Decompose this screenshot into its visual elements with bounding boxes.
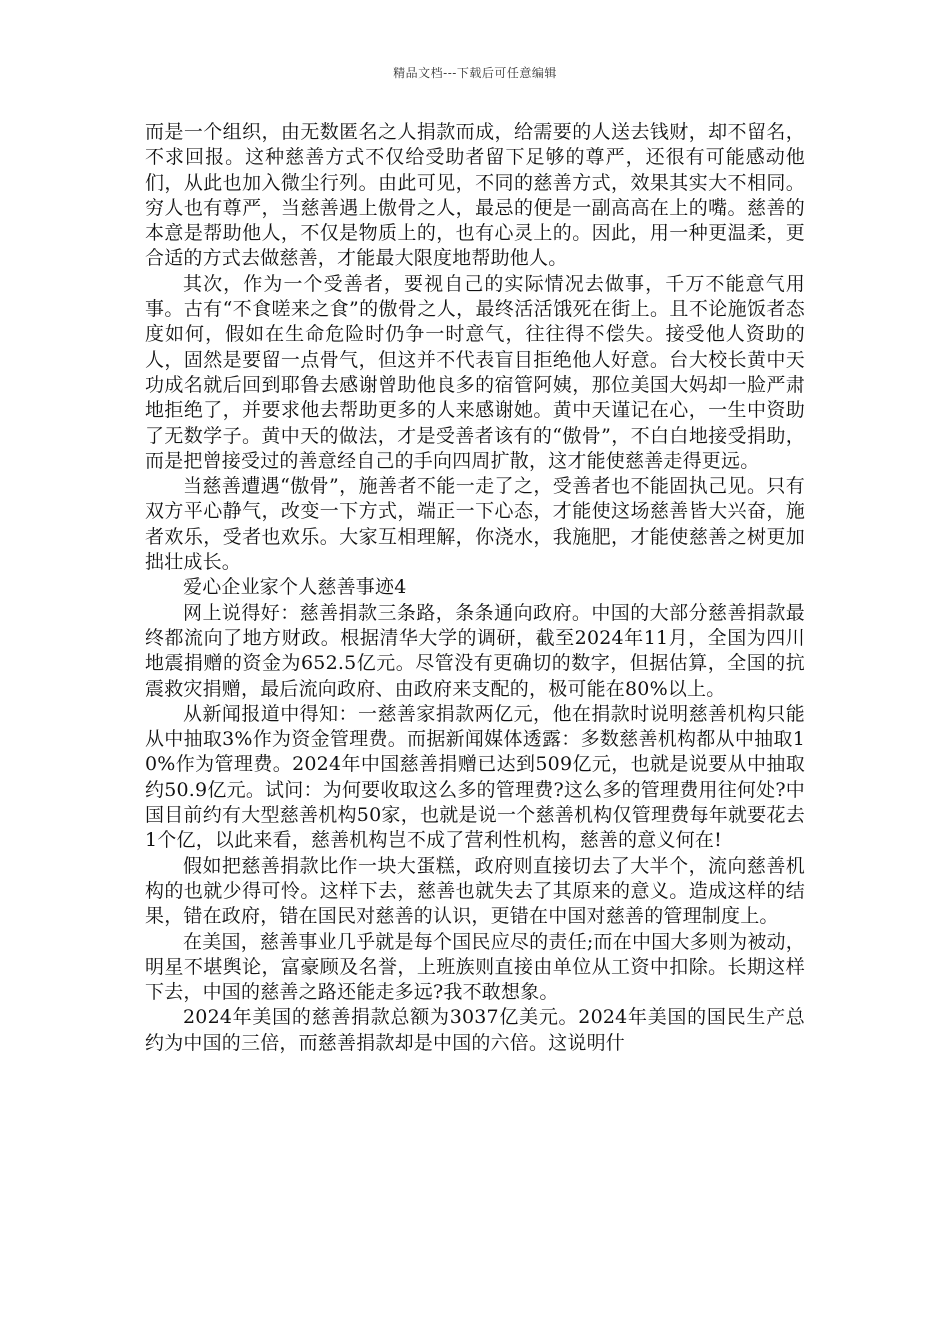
paragraph-5: 从新闻报道中得知：一慈善家捐款两亿元，他在捐款时说明慈善机构只能从中抽取3%作为资金管理费。而据新闻媒体透露：多数慈善机构都从中抽取10%作为管理费。2024年中国慈善捐赠已达到509亿元，也就是说要从中抽取约50.9亿元。试问：为何要收取这么多的管理费?这么多的管理费用往何处?中国目前约有大型慈善机构50家，也就是说一个慈善机构仅管理费每年就要花去1个亿，以此来看，慈善机构岂不成了营利性机构，慈善的意义何在!	[145, 702, 805, 852]
page-header: 精品文档---下载后可任意编辑	[393, 66, 557, 80]
document-body	[145, 120, 805, 1056]
paragraph-3: 当慈善遭遇“傲骨”，施善者不能一走了之，受善者也不能固执己见。只有双方平心静气，改变一下方式，端正一下心态，才能使这场慈善皆大兴奋，施者欢乐，受者也欢乐。大家互相理解，你浇水，我施肥，才能使慈善之树更加拙壮成长。	[145, 475, 805, 574]
section-heading: 爱心企业家个人慈善事迹4	[183, 576, 407, 599]
paragraph-2: 其次，作为一个受善者，要视自己的实际情况去做事，千万不能意气用事。古有“不食嗟来之食”的傲骨之人，最终活活饿死在街上。且不论施饭者态度如何，假如在生命危险时仍争一时意气，往往得不偿失。接受他人资助的人，固然是要留一点骨气，但这并不代表盲目拒绝他人好意。台大校长黄中天功成名就后回到耶鲁去感谢曾助他良多的宿管阿姨，那位美国大妈却一脸严肃地拒绝了，并要求他去帮助更多的人来感谢她。黄中天谨记在心，一生中资助了无数学子。黄中天的做法，才是受善者该有的“傲骨”，不白白地接受捐助，而是把曾接受过的善意经自己的手向四周扩散，这才能使慈善走得更远。	[145, 272, 805, 472]
paragraph-4: 网上说得好：慈善捐款三条路，条条通向政府。中国的大部分慈善捐款最终都流向了地方财政。根据清华大学的调研，截至2024年11月，全国为四川地震捐赠的资金为652.5亿元。尽管没有更确切的数字，但据估算，全国的抗震救灾捐赠，最后流向政府、由政府来支配的，极可能在80%以上。	[145, 601, 805, 700]
paragraph-1: 而是一个组织，由无数匿名之人捐款而成，给需要的人送去钱财，却不留名，不求回报。这种慈善方式不仅给受助者留下足够的尊严，还很有可能感动他们，从此也加入微尘行列。由此可见，不同的慈善方式，效果其实大不相同。穷人也有尊严，当慈善遇上傲骨之人，最忌的便是一副高高在上的嘴。慈善的本意是帮助他人，不仅是物质上的，也有心灵上的。因此，用一种更温柔，更合适的方式去做慈善，才能最大限度地帮助他人。	[145, 121, 805, 270]
paragraph-6: 假如把慈善捐款比作一块大蛋糕，政府则直接切去了大半个，流向慈善机构的也就少得可怜。这样下去，慈善也就失去了其原来的意义。造成这样的结果，错在政府，错在国民对慈善的认识，更错在中国对慈善的管理制度上。	[145, 854, 805, 928]
paragraph-7: 在美国，慈善事业几乎就是每个国民应尽的责任;而在中国大多则为被动，明星不堪舆论，富豪顾及名誉，上班族则直接由单位从工资中扣除。长期这样下去，中国的慈善之路还能走多远?我不敢想象。	[145, 930, 805, 1004]
paragraph-8: 2024年美国的慈善捐款总额为3037亿美元。2024年美国的国民生产总约为中国的三倍，而慈善捐款却是中国的六倍。这说明什	[145, 1006, 805, 1054]
